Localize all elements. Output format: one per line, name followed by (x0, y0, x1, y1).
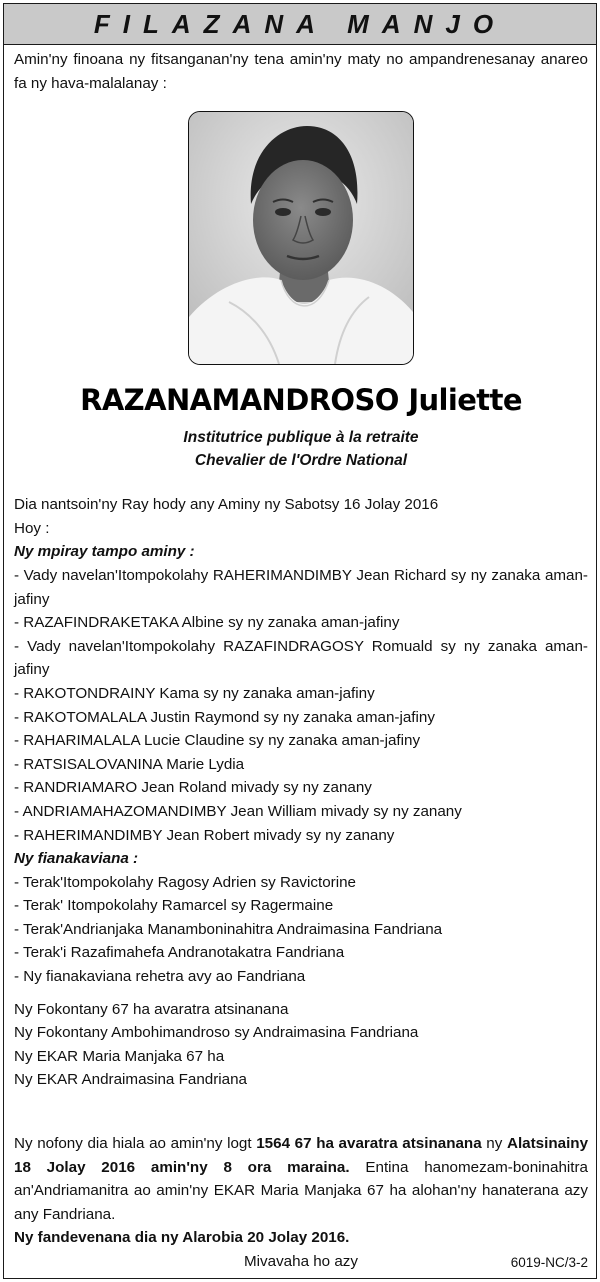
notice-footer (14, 1250, 588, 1274)
community-item: Ny Fokontany 67 ha avaratra atsinanana (14, 1000, 289, 1018)
death-announcement: Dia nantsoin'ny Ray hody any Aminy ny Sabotsy 16 Jolay 2016 (14, 496, 439, 514)
reference-code: 6019-NC/3-2 (510, 1255, 588, 1270)
community-item: Ny EKAR Maria Manjaka 67 ha (14, 1047, 225, 1065)
sibling-item: - RAKOTONDRAINY Kama sy ny zanaka aman-jafiny (14, 684, 375, 702)
community-item: Ny EKAR Andraimasina Fandriana (14, 1071, 247, 1089)
funeral-text-2: ny (481, 1135, 507, 1153)
funeral-date: Alatsinainy 18 Jolay 2016 amin'ny 8 ora maraina. (14, 1135, 589, 1176)
notice-body (14, 48, 588, 1274)
sibling-item: - RAHARIMALALA Lucie Claudine sy ny zanaka aman-jafiny (14, 732, 421, 750)
closing-text: Mivavaha ho azy (244, 1253, 358, 1270)
sibling-item: - RAZAFINDRAKETAKA Albine sy ny zanaka aman-jafiny (14, 614, 400, 632)
sibling-item: - RAHERIMANDIMBY Jean Robert mivady sy ny zanany (14, 826, 395, 844)
hoy-label: Hoy : (14, 519, 50, 537)
notice-title: FILAZANA MANJO (4, 4, 596, 45)
sibling-item: - RAKOTOMALALA Justin Raymond sy ny zanaka aman-jafiny (14, 708, 435, 726)
family-item: - Terak'Andrianjaka Manamboninahitra Andraimasina Fandriana (14, 920, 443, 938)
intro-text: Amin'ny finoana ny fitsanganan'ny tena amin'ny maty no ampandrenesanay anareo fa ny hava-malalanay : (14, 51, 588, 92)
community-item: Ny Fokontany Ambohimandroso sy Andraimasina Fandriana (14, 1024, 419, 1042)
sibling-item: - Vady navelan'Itompokolahy RAHERIMANDIMBY Jean Richard sy ny zanaka aman-jafiny (14, 566, 588, 608)
sibling-item: - RATSISALOVANINA Marie Lydia (14, 755, 245, 773)
sibling-item: - RANDRIAMARO Jean Roland mivady sy ny zanany (14, 779, 372, 797)
funeral-text-1: Ny nofony dia hiala ao amin'ny logt (14, 1135, 257, 1153)
obituary-notice (3, 3, 597, 1279)
funeral-text-3: Entina hanomezam-boninahitra an'Andriamanitra ao amin'ny EKAR Maria Manjaka 67 ha alohan'ny hanaterana azy any Fandriana. (14, 1158, 588, 1223)
family-item: - Terak'i Razafimahefa Andranotakatra Fandriana (14, 944, 345, 962)
burial-text: Ny fandevenana dia ny Alarobia 20 Jolay 2016. (14, 1229, 350, 1247)
portrait-image (189, 112, 413, 364)
deceased-name: RAZANAMANDROSO Juliette (80, 383, 522, 418)
deceased-photo (188, 111, 414, 365)
funeral-location: 1564 67 ha avaratra atsinanana (256, 1135, 482, 1153)
sibling-item: - ANDRIAMAHAZOMANDIMBY Jean William mivady sy ny zanany (14, 802, 462, 820)
family-heading: Ny fianakaviana : (14, 850, 139, 868)
funeral-paragraph (14, 1132, 588, 1226)
family-item: - Terak'Itompokolahy Ragosy Adrien sy Ravictorine (14, 873, 356, 891)
family-item: - Ny fianakaviana rehetra avy ao Fandriana (14, 968, 306, 986)
siblings-heading: Ny mpiray tampo aminy : (14, 543, 195, 561)
sibling-item: - Vady navelan'Itompokolahy RAZAFINDRAGOSY Romuald sy ny zanaka aman-jafiny (14, 637, 588, 679)
burial-date (14, 1226, 588, 1250)
deceased-title-1: Institutrice publique à la retraite (183, 429, 419, 447)
family-item: - Terak' Itompokolahy Ramarcel sy Ragermaine (14, 897, 334, 915)
deceased-title-2: Chevalier de l'Ordre National (194, 452, 408, 470)
